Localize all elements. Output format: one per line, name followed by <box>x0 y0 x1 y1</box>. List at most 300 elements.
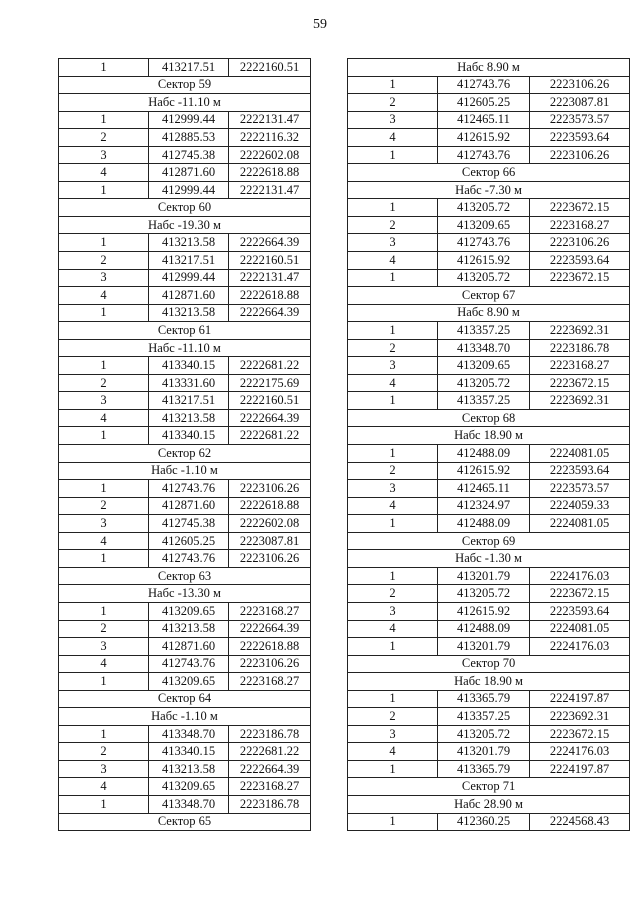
point-number: 1 <box>348 199 438 217</box>
section-header-row <box>348 550 630 568</box>
coordinate-x: 413201.79 <box>438 638 530 656</box>
coordinates-table-left <box>58 58 311 831</box>
coordinate-y: 2222664.39 <box>229 760 311 778</box>
coordinate-y: 2224081.05 <box>530 620 630 638</box>
coordinate-y: 2223692.31 <box>530 708 630 726</box>
section-header: Сектор 68 <box>348 409 630 427</box>
table-row <box>348 357 630 375</box>
point-number: 1 <box>348 567 438 585</box>
coordinate-x: 412488.09 <box>438 515 530 533</box>
coordinate-y: 2223106.26 <box>229 655 311 673</box>
coordinate-x: 413331.60 <box>149 374 229 392</box>
coordinate-y: 2223692.31 <box>530 392 630 410</box>
table-row <box>59 181 311 199</box>
point-number: 1 <box>59 304 149 322</box>
section-header: Сектор 69 <box>348 532 630 550</box>
section-header-row <box>59 708 311 726</box>
section-header: Набс -19.30 м <box>59 216 311 234</box>
coordinate-x: 412743.76 <box>438 76 530 94</box>
point-number: 1 <box>59 234 149 252</box>
section-header: Набс -1.30 м <box>348 550 630 568</box>
coordinate-x: 413213.58 <box>149 304 229 322</box>
point-number: 1 <box>59 602 149 620</box>
coordinate-x: 413365.79 <box>438 760 530 778</box>
coordinate-y: 2223672.15 <box>530 725 630 743</box>
point-number: 2 <box>59 252 149 270</box>
coordinate-y: 2222618.88 <box>229 497 311 515</box>
section-header-row <box>348 673 630 691</box>
coordinate-y: 2223672.15 <box>530 585 630 603</box>
table-row <box>348 269 630 287</box>
section-header: Сектор 61 <box>59 322 311 340</box>
point-number: 1 <box>59 725 149 743</box>
coordinate-y: 2223106.26 <box>530 76 630 94</box>
section-header-row <box>59 216 311 234</box>
coordinate-x: 413205.72 <box>438 374 530 392</box>
table-row <box>59 515 311 533</box>
table-row <box>59 795 311 813</box>
coordinate-x: 412360.25 <box>438 813 530 831</box>
table-row <box>59 480 311 498</box>
section-header-row <box>59 585 311 603</box>
coordinate-x: 412605.25 <box>438 94 530 112</box>
section-header: Набс 8.90 м <box>348 59 630 77</box>
coordinate-x: 413217.51 <box>149 59 229 77</box>
section-header: Сектор 65 <box>59 813 311 831</box>
coordinate-y: 2224059.33 <box>530 497 630 515</box>
section-header-row <box>348 532 630 550</box>
table-row <box>59 673 311 691</box>
point-number: 1 <box>59 673 149 691</box>
coordinate-y: 2223186.78 <box>530 339 630 357</box>
coordinate-y: 2222131.47 <box>229 111 311 129</box>
coordinate-y: 2224197.87 <box>530 760 630 778</box>
coordinate-x: 413340.15 <box>149 743 229 761</box>
coordinate-x: 413205.72 <box>438 585 530 603</box>
coordinate-x: 413209.65 <box>149 673 229 691</box>
table-row <box>59 620 311 638</box>
table-row <box>59 760 311 778</box>
coordinate-y: 2224176.03 <box>530 567 630 585</box>
coordinate-x: 413201.79 <box>438 743 530 761</box>
coordinate-y: 2223168.27 <box>530 216 630 234</box>
coordinate-x: 412615.92 <box>438 462 530 480</box>
point-number: 1 <box>59 181 149 199</box>
point-number: 2 <box>59 620 149 638</box>
coordinate-x: 413365.79 <box>438 690 530 708</box>
coordinate-x: 412615.92 <box>438 129 530 147</box>
table-row <box>348 111 630 129</box>
point-number: 4 <box>59 164 149 182</box>
point-number: 2 <box>348 94 438 112</box>
point-number: 1 <box>59 357 149 375</box>
table-row <box>59 164 311 182</box>
coordinate-y: 2223106.26 <box>229 480 311 498</box>
coordinate-x: 413213.58 <box>149 234 229 252</box>
coordinate-x: 413213.58 <box>149 620 229 638</box>
table-row <box>348 339 630 357</box>
point-number: 4 <box>348 620 438 638</box>
table-row <box>348 199 630 217</box>
table-row <box>348 690 630 708</box>
coordinate-y: 2223573.57 <box>530 111 630 129</box>
section-header: Сектор 64 <box>59 690 311 708</box>
coordinate-x: 412745.38 <box>149 515 229 533</box>
coordinate-x: 412999.44 <box>149 111 229 129</box>
coordinate-x: 412743.76 <box>149 480 229 498</box>
coordinate-y: 2223168.27 <box>229 673 311 691</box>
point-number: 2 <box>348 708 438 726</box>
point-number: 2 <box>348 216 438 234</box>
coordinate-y: 2223593.64 <box>530 129 630 147</box>
section-header: Набс -7.30 м <box>348 181 630 199</box>
coordinate-y: 2222664.39 <box>229 234 311 252</box>
point-number: 4 <box>59 532 149 550</box>
coordinate-y: 2222618.88 <box>229 164 311 182</box>
point-number: 4 <box>59 778 149 796</box>
point-number: 3 <box>348 480 438 498</box>
point-number: 1 <box>348 269 438 287</box>
section-header-row <box>59 94 311 112</box>
point-number: 2 <box>348 462 438 480</box>
coordinate-x: 413348.70 <box>438 339 530 357</box>
coordinate-y: 2222160.51 <box>229 59 311 77</box>
table-row <box>59 374 311 392</box>
section-header: Набс -11.10 м <box>59 94 311 112</box>
table-row <box>348 392 630 410</box>
table-row <box>348 234 630 252</box>
table-row <box>59 532 311 550</box>
section-header-row <box>59 690 311 708</box>
point-number: 3 <box>348 111 438 129</box>
table-row <box>348 725 630 743</box>
table-row <box>348 322 630 340</box>
table-row <box>348 374 630 392</box>
section-header: Набс 18.90 м <box>348 427 630 445</box>
table-row <box>348 585 630 603</box>
point-number: 4 <box>348 129 438 147</box>
point-number: 2 <box>59 129 149 147</box>
coordinate-x: 413348.70 <box>149 795 229 813</box>
coordinate-x: 413209.65 <box>149 778 229 796</box>
point-number: 1 <box>348 322 438 340</box>
section-header-row <box>348 181 630 199</box>
table-row <box>348 743 630 761</box>
table-row <box>59 655 311 673</box>
coordinate-y: 2223106.26 <box>530 146 630 164</box>
point-number: 1 <box>59 59 149 77</box>
coordinate-y: 2222116.32 <box>229 129 311 147</box>
coordinate-x: 413340.15 <box>149 357 229 375</box>
coordinate-x: 412605.25 <box>149 532 229 550</box>
section-header: Сектор 67 <box>348 287 630 305</box>
page-number: 59 <box>313 17 327 32</box>
table-row <box>59 269 311 287</box>
coordinate-y: 2224081.05 <box>530 515 630 533</box>
coordinate-x: 412871.60 <box>149 164 229 182</box>
table-row <box>59 638 311 656</box>
section-header-row <box>59 322 311 340</box>
coordinate-x: 413340.15 <box>149 427 229 445</box>
coordinate-x: 412743.76 <box>438 234 530 252</box>
coordinate-x: 413357.25 <box>438 708 530 726</box>
section-header-row <box>59 76 311 94</box>
coordinate-x: 413213.58 <box>149 760 229 778</box>
coordinate-x: 412488.09 <box>438 620 530 638</box>
table-row <box>348 515 630 533</box>
table-row <box>348 252 630 270</box>
coordinate-y: 2222602.08 <box>229 146 311 164</box>
table-row <box>348 445 630 463</box>
coordinate-x: 413209.65 <box>438 357 530 375</box>
table-row <box>348 462 630 480</box>
section-header-row <box>348 304 630 322</box>
coordinate-y: 2223672.15 <box>530 374 630 392</box>
section-header-row <box>348 164 630 182</box>
table-row <box>59 129 311 147</box>
section-header-row <box>348 655 630 673</box>
point-number: 1 <box>348 515 438 533</box>
coordinate-y: 2223186.78 <box>229 725 311 743</box>
table-row <box>348 620 630 638</box>
point-number: 1 <box>348 392 438 410</box>
table-row <box>348 708 630 726</box>
coordinate-y: 2222131.47 <box>229 269 311 287</box>
coordinate-y: 2222160.51 <box>229 392 311 410</box>
point-number: 4 <box>348 743 438 761</box>
coordinate-y: 2223186.78 <box>229 795 311 813</box>
coordinate-x: 412999.44 <box>149 269 229 287</box>
point-number: 4 <box>348 374 438 392</box>
table-row <box>59 304 311 322</box>
section-header: Сектор 59 <box>59 76 311 94</box>
point-number: 2 <box>59 743 149 761</box>
coordinate-x: 412743.76 <box>149 655 229 673</box>
point-number: 3 <box>59 638 149 656</box>
coordinate-y: 2222175.69 <box>229 374 311 392</box>
point-number: 3 <box>348 357 438 375</box>
table-row <box>348 638 630 656</box>
coordinate-x: 413213.58 <box>149 409 229 427</box>
coordinate-y: 2223593.64 <box>530 602 630 620</box>
section-header-row <box>348 427 630 445</box>
table-row <box>348 480 630 498</box>
section-header-row <box>348 778 630 796</box>
coordinate-y: 2222618.88 <box>229 287 311 305</box>
section-header-row <box>348 795 630 813</box>
coordinates-table-right <box>347 58 630 831</box>
table-row <box>59 778 311 796</box>
section-header: Сектор 62 <box>59 445 311 463</box>
coordinate-y: 2223087.81 <box>530 94 630 112</box>
coordinate-y: 2223106.26 <box>530 234 630 252</box>
coordinate-y: 2222618.88 <box>229 638 311 656</box>
coordinate-x: 413348.70 <box>149 725 229 743</box>
section-header: Набс -13.30 м <box>59 585 311 603</box>
table-row <box>348 567 630 585</box>
point-number: 1 <box>59 111 149 129</box>
table-row <box>59 146 311 164</box>
coordinate-y: 2223168.27 <box>229 602 311 620</box>
coordinate-x: 412488.09 <box>438 445 530 463</box>
coordinate-y: 2222681.22 <box>229 427 311 445</box>
table-row <box>59 409 311 427</box>
section-header-row <box>348 409 630 427</box>
coordinate-y: 2222681.22 <box>229 357 311 375</box>
point-number: 1 <box>59 795 149 813</box>
coordinate-y: 2223087.81 <box>229 532 311 550</box>
coordinate-y: 2222664.39 <box>229 409 311 427</box>
section-header-row <box>59 813 311 831</box>
coordinate-x: 413209.65 <box>149 602 229 620</box>
coordinate-x: 412615.92 <box>438 602 530 620</box>
point-number: 1 <box>348 813 438 831</box>
point-number: 1 <box>348 146 438 164</box>
coordinate-x: 412324.97 <box>438 497 530 515</box>
section-header: Сектор 66 <box>348 164 630 182</box>
section-header: Сектор 63 <box>59 567 311 585</box>
section-header: Сектор 60 <box>59 199 311 217</box>
table-row <box>348 76 630 94</box>
point-number: 2 <box>59 374 149 392</box>
section-header-row <box>348 287 630 305</box>
coordinate-x: 412885.53 <box>149 129 229 147</box>
point-number: 3 <box>59 760 149 778</box>
point-number: 1 <box>348 76 438 94</box>
coordinate-y: 2223593.64 <box>530 462 630 480</box>
coordinate-y: 2222681.22 <box>229 743 311 761</box>
point-number: 3 <box>59 392 149 410</box>
table-row <box>59 743 311 761</box>
table-row <box>348 94 630 112</box>
point-number: 1 <box>59 550 149 568</box>
point-number: 1 <box>59 480 149 498</box>
table-row <box>348 497 630 515</box>
table-row <box>59 59 311 77</box>
coordinate-x: 413357.25 <box>438 392 530 410</box>
point-number: 4 <box>59 287 149 305</box>
coordinate-y: 2222131.47 <box>229 181 311 199</box>
section-header-row <box>59 445 311 463</box>
coordinate-y: 2223168.27 <box>229 778 311 796</box>
coordinate-x: 412745.38 <box>149 146 229 164</box>
coordinate-x: 412465.11 <box>438 111 530 129</box>
table-row <box>59 427 311 445</box>
coordinate-y: 2222664.39 <box>229 304 311 322</box>
point-number: 4 <box>59 655 149 673</box>
coordinate-y: 2222602.08 <box>229 515 311 533</box>
point-number: 2 <box>348 339 438 357</box>
coordinate-x: 412743.76 <box>149 550 229 568</box>
coordinate-x: 413205.72 <box>438 725 530 743</box>
point-number: 4 <box>59 409 149 427</box>
coordinate-y: 2223106.26 <box>229 550 311 568</box>
table-row <box>348 813 630 831</box>
coordinate-x: 412871.60 <box>149 287 229 305</box>
point-number: 3 <box>348 725 438 743</box>
coordinate-y: 2223672.15 <box>530 199 630 217</box>
table-row <box>348 216 630 234</box>
section-header-row <box>59 339 311 357</box>
coordinate-y: 2223672.15 <box>530 269 630 287</box>
table-row <box>348 760 630 778</box>
coordinate-x: 413217.51 <box>149 392 229 410</box>
point-number: 1 <box>348 445 438 463</box>
point-number: 4 <box>348 497 438 515</box>
table-row <box>59 111 311 129</box>
table-row <box>59 287 311 305</box>
section-header: Сектор 70 <box>348 655 630 673</box>
table-row <box>348 129 630 147</box>
coordinate-y: 2222160.51 <box>229 252 311 270</box>
coordinate-x: 413357.25 <box>438 322 530 340</box>
point-number: 1 <box>59 427 149 445</box>
coordinate-x: 412465.11 <box>438 480 530 498</box>
point-number: 3 <box>59 515 149 533</box>
coordinate-y: 2224081.05 <box>530 445 630 463</box>
coordinate-x: 413201.79 <box>438 567 530 585</box>
point-number: 1 <box>348 638 438 656</box>
section-header: Набс -1.10 м <box>59 462 311 480</box>
coordinate-x: 413217.51 <box>149 252 229 270</box>
point-number: 2 <box>59 497 149 515</box>
point-number: 3 <box>59 269 149 287</box>
point-number: 1 <box>348 690 438 708</box>
table-row <box>59 725 311 743</box>
section-header: Набс 18.90 м <box>348 673 630 691</box>
table-row <box>59 602 311 620</box>
table-row <box>59 234 311 252</box>
coordinate-x: 413209.65 <box>438 216 530 234</box>
point-number: 3 <box>348 234 438 252</box>
table-row <box>59 550 311 568</box>
coordinate-x: 412743.76 <box>438 146 530 164</box>
section-header: Набс -11.10 м <box>59 339 311 357</box>
table-row <box>59 252 311 270</box>
section-header: Набс 8.90 м <box>348 304 630 322</box>
coordinate-x: 412871.60 <box>149 638 229 656</box>
coordinate-y: 2224176.03 <box>530 743 630 761</box>
table-row <box>59 357 311 375</box>
point-number: 3 <box>59 146 149 164</box>
section-header-row <box>59 462 311 480</box>
coordinate-y: 2223593.64 <box>530 252 630 270</box>
table-row <box>59 497 311 515</box>
section-header: Набс 28.90 м <box>348 795 630 813</box>
coordinate-x: 412615.92 <box>438 252 530 270</box>
section-header-row <box>348 59 630 77</box>
table-row <box>348 602 630 620</box>
coordinate-x: 412999.44 <box>149 181 229 199</box>
point-number: 3 <box>348 602 438 620</box>
section-header-row <box>59 199 311 217</box>
coordinate-y: 2224176.03 <box>530 638 630 656</box>
coordinate-y: 2223573.57 <box>530 480 630 498</box>
coordinate-y: 2223692.31 <box>530 322 630 340</box>
coordinate-x: 413205.72 <box>438 199 530 217</box>
coordinate-y: 2222664.39 <box>229 620 311 638</box>
point-number: 4 <box>348 252 438 270</box>
section-header: Сектор 71 <box>348 778 630 796</box>
table-row <box>348 146 630 164</box>
table-row <box>59 392 311 410</box>
coordinate-x: 412871.60 <box>149 497 229 515</box>
section-header-row <box>59 567 311 585</box>
section-header: Набс -1.10 м <box>59 708 311 726</box>
coordinate-y: 2224197.87 <box>530 690 630 708</box>
coordinate-y: 2223168.27 <box>530 357 630 375</box>
coordinate-x: 413205.72 <box>438 269 530 287</box>
